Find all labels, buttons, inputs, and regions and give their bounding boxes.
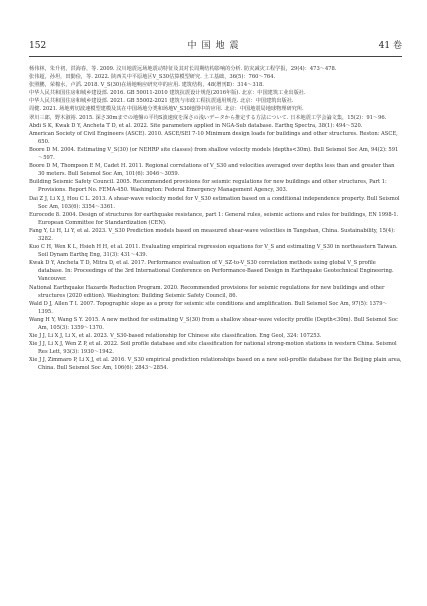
reference-item: Kuo C H, Wen K L, Hsieh H H, et al. 2011. Evaluating empirical regression equations for V_S and estimating V_S30 in northeastern Taiwan. Soil Dynam Earthq Eng, 31(3): 431～439. — [29, 244, 398, 259]
reference-item: Boore D M. 2004. Estimating V_S(30) (or NEHRP site classes) from shallow velocity models (depths<30m). Bull Seismol Soc Am, 94(2): 591～597. — [29, 146, 399, 162]
reference-item: 张伟超，孙坦，田勤俭，等. 2022. 陕西关中平原地区V_S30估算模型研究. 土工基础，36(5)：760～764. — [29, 74, 276, 81]
reference-item: 张照鹏，荣棉水，卢滔. 2018. V_S(30)在场地响应研究中的应用. 建筑结构，48(增刊Ⅱ)：314～318. — [29, 82, 264, 89]
reference-item: Fang Y, Li H, Li Y, et al. 2023. V_S30 Prediction models based on measured shear-wave velocities in Tangshan, China. Sustainability, 15(4): 3282. — [29, 227, 395, 242]
page-header — [29, 38, 402, 54]
volume-label: 41 卷 — [378, 41, 402, 51]
reference-item: Abdi S K, Kwak D Y, Ancheta T D, et al. 2022. Site parameters applied in NGA-Sub database. Earthq Spectra, 38(1): 494～520. — [29, 122, 363, 129]
reference-item: National Earthquake Hazards Reduction Program. 2020. Recommended provisions for seismic regulations for new buildings and other structures (2020 edition). Washington: Building Seismic Safety Council, 86. — [29, 284, 385, 299]
reference-item: 周健. 2021. 场地剪切波速模型建模及其在中国场地分类和场地V_S30地图中的应用. 北京：中国地震局地球物理研究所. — [29, 106, 304, 113]
reference-list — [29, 65, 402, 373]
reference-item: Building Seismic Safety Council. 2005. Recommended provisions for seismic regulations for new buildings and other structures, Part 1: Provisions. Report No. FEMA-450. Washington: Federal Emergency Management Agency, 303. — [29, 179, 387, 194]
reference-item: 中华人民共和国住房和城乡建设部. 2016. GB 50011-2010 建筑抗震设计规范(2016年版). 北京：中国建筑工业出版社. — [29, 90, 306, 97]
reference-item: Xie J J, Li X J, Li X, et al. 2023. V_S30-based relationship for Chinese site classification. Eng Geol, 324: 107253. — [29, 333, 322, 340]
reference-item: Xie J J, Li X J, Wen Z P, et al. 2022. Soil profile database and site classification for national strong-motion stations in western China. Seismol Res Lett, 93(3): 1930～1942. — [29, 341, 397, 356]
header-rule — [29, 56, 402, 57]
reference-item: Wang H Y, Wang S Y. 2015. A new method for estimating V_S(30) from a shallow shear-wave velocity profile (Depth<30m). Bull Seismol Soc Am, 105(3): 1359～1370. — [29, 316, 398, 331]
journal-title: 中国地震 — [187, 41, 244, 51]
reference-item: Dai Z J, Li X J, Hou C L. 2013. A shear-wave velocity model for V_S30 estimation based on a conditional independence property. Bull Seismol Soc Am, 103(6): 3354～3361. — [29, 195, 400, 210]
reference-item: Boore D M, Thompson E M, Cadet H. 2011. Regional correlations of V_S30 and velocities averaged over depths less than and greater than 30 meters. Bull Seismol Soc Am, 101(6): 3046～3059. — [29, 163, 395, 178]
reference-item: American Society of Civil Engineers (ASCE). 2010. ASCE/SEI 7-10 Minimum design loads for buildings and other structures. Reston: ASCE, 650. — [29, 130, 398, 145]
reference-item: Eurocode 8. 2004. Design of structures for earthquake resistance, part 1: General rules, seismic actions and rules for buildings, EN 1998-1. European Committee for Standardization (CEN). — [29, 211, 399, 226]
reference-item: Kwak D Y, Ancheta T D, Mitra D, et al. 2017. Performance evaluation of V_SZ-to-V_S30 correlation methods using global V_S profile database. In: Proceedings of the 3rd International Conference on Performance-Based Design in Earthquake Geotechnical Engineering. Vancouver. — [29, 260, 394, 283]
reference-item: 中华人民共和国住房和城乡建设部. 2021. GB 55002-2021 建筑与市政工程抗震通用规范. 北京：中国建筑出版社. — [29, 98, 294, 105]
page-number: 152 — [29, 41, 47, 51]
reference-item: Wald D J, Allen T I. 2007. Topographic slope as a proxy for seismic site conditions and amplification. Bull Seismol Soc Am, 97(5): 1379～1395. — [29, 300, 388, 315]
reference-item: Xie J J, Zimmaro P, Li X J, et al. 2016. V_S30 empirical prediction relationships based on a new soil-profile database for the Beijing plain area, China. Bull Seismol Soc Am, 106(6): 2843～2854. — [29, 357, 402, 372]
reference-item: 杨伟林，朱升初，洪海春，等. 2009. 汶川地震远场地震动特征及其对长周期结构影响的分析. 防灾减灾工程学报，29(4)：473～478. — [29, 66, 337, 72]
reference-item: 翠川三郎，野木淑裕. 2015. 深さ30mまでの地盤の平均S波速度を深さの浅いデータから推定する方法について. 日本地震工学会論文集，15(2)：91～96. — [29, 114, 387, 121]
